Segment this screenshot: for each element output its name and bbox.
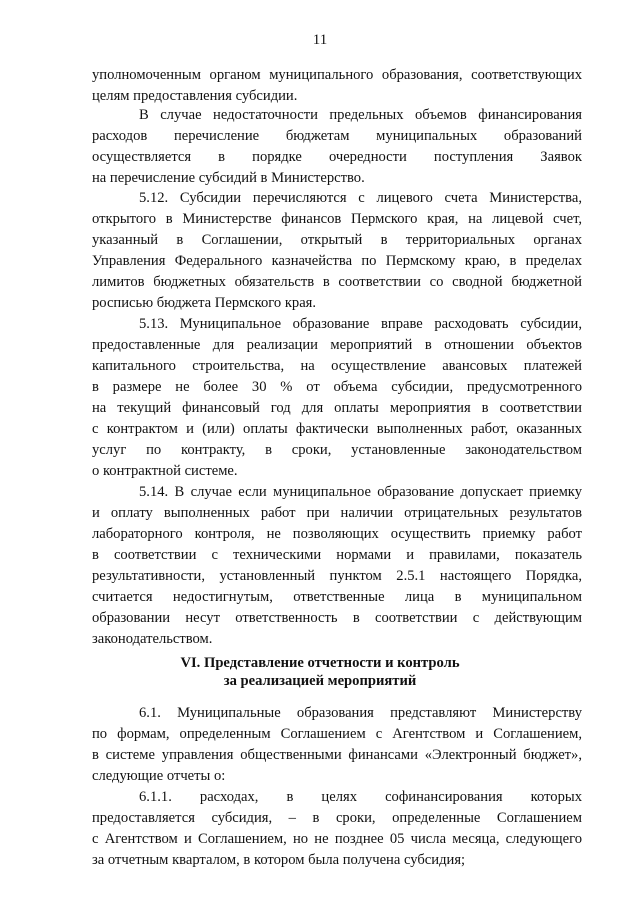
text-line: указанный в Соглашении, открытый в территориальных органах: [92, 232, 582, 248]
text-line: на текущий финансовый год для оплаты мероприятия в соответствии: [92, 400, 582, 416]
text-line: по формам, определенным Соглашением с Агентством и Соглашением,: [92, 726, 582, 742]
text-line: на перечисление субсидий в Министерство.: [92, 170, 365, 186]
text-line: результативности, установленный пунктом 2.5.1 настоящего Порядка,: [92, 568, 582, 584]
text-line: за отчетным кварталом, в котором была получена субсидия;: [92, 852, 466, 868]
text-line: капитального строительства, на осуществление авансовых платежей: [92, 358, 582, 374]
text-line: с Агентством и Соглашением, но не позднее 05 числа месяца, следующего: [92, 831, 582, 847]
text-line: о контрактной системе.: [92, 463, 238, 479]
text-line: росписью бюджета Пермского края.: [92, 295, 317, 311]
text-line: 5.12. Субсидии перечисляются с лицевого счета Министерства,: [139, 190, 582, 206]
text-line: открытого в Министерстве финансов Пермского края, на лицевой счет,: [92, 211, 582, 227]
text-line: в системе управления общественными финансами «Электронный бюджет»,: [92, 747, 582, 763]
text-line: лимитов бюджетных обязательств в соответствии со сводной бюджетной: [92, 274, 582, 290]
text-line: и оплату выполненных работ при наличии отрицательных результатов: [92, 505, 582, 521]
text-line: Управления Федерального казначейства по Пермскому краю, в пределах: [92, 253, 582, 269]
text-line: 6.1. Муниципальные образования представляют Министерству: [139, 705, 582, 721]
section-heading-continued: за реализацией мероприятий: [223, 673, 417, 689]
text-line: в соответствии с техническими нормами и правилами, показатель: [92, 547, 582, 563]
text-line: 6.1.1. расходах, в целях софинансирования которых: [139, 789, 582, 805]
text-line: предоставляется субсидия, – в сроки, определенные Соглашением: [92, 810, 582, 826]
section-heading: VI. Представление отчетности и контроль: [180, 655, 460, 671]
text-line: целям предоставления субсидии.: [92, 88, 298, 104]
text-line: 5.13. Муниципальное образование вправе расходовать субсидии,: [139, 316, 582, 332]
text-line: считается недостигнутым, ответственные лица в муниципальном: [92, 589, 582, 605]
text-line: услуг по контракту, в сроки, установленные законодательством: [92, 442, 582, 458]
text-line: 5.14. В случае если муниципальное образование допускает приемку: [139, 484, 582, 500]
text-line: уполномоченным органом муниципального образования, соответствующих: [92, 67, 582, 83]
text-line: в размере не более 30 % от объема субсидии, предусмотренного: [92, 379, 582, 395]
text-line: предоставленные для реализации мероприятий в отношении объектов: [92, 337, 582, 353]
text-line: с контрактом и (или) оплаты фактически выполненных работ, оказанных: [92, 421, 582, 437]
text-line: следующие отчеты о:: [92, 768, 226, 784]
text-line: образовании несут ответственность в соответствии с действующим: [92, 610, 582, 626]
text-line: В случае недостаточности предельных объемов финансирования: [139, 107, 582, 123]
text-line: расходов перечисление бюджетам муниципальных образований: [92, 128, 582, 144]
text-line: законодательством.: [92, 631, 213, 647]
text-line: лабораторного контроля, не позволяющих осуществить приемку работ: [92, 526, 582, 542]
page-number: 11: [312, 32, 328, 48]
text-line: осуществляется в порядке очередности поступления Заявок: [92, 149, 582, 165]
